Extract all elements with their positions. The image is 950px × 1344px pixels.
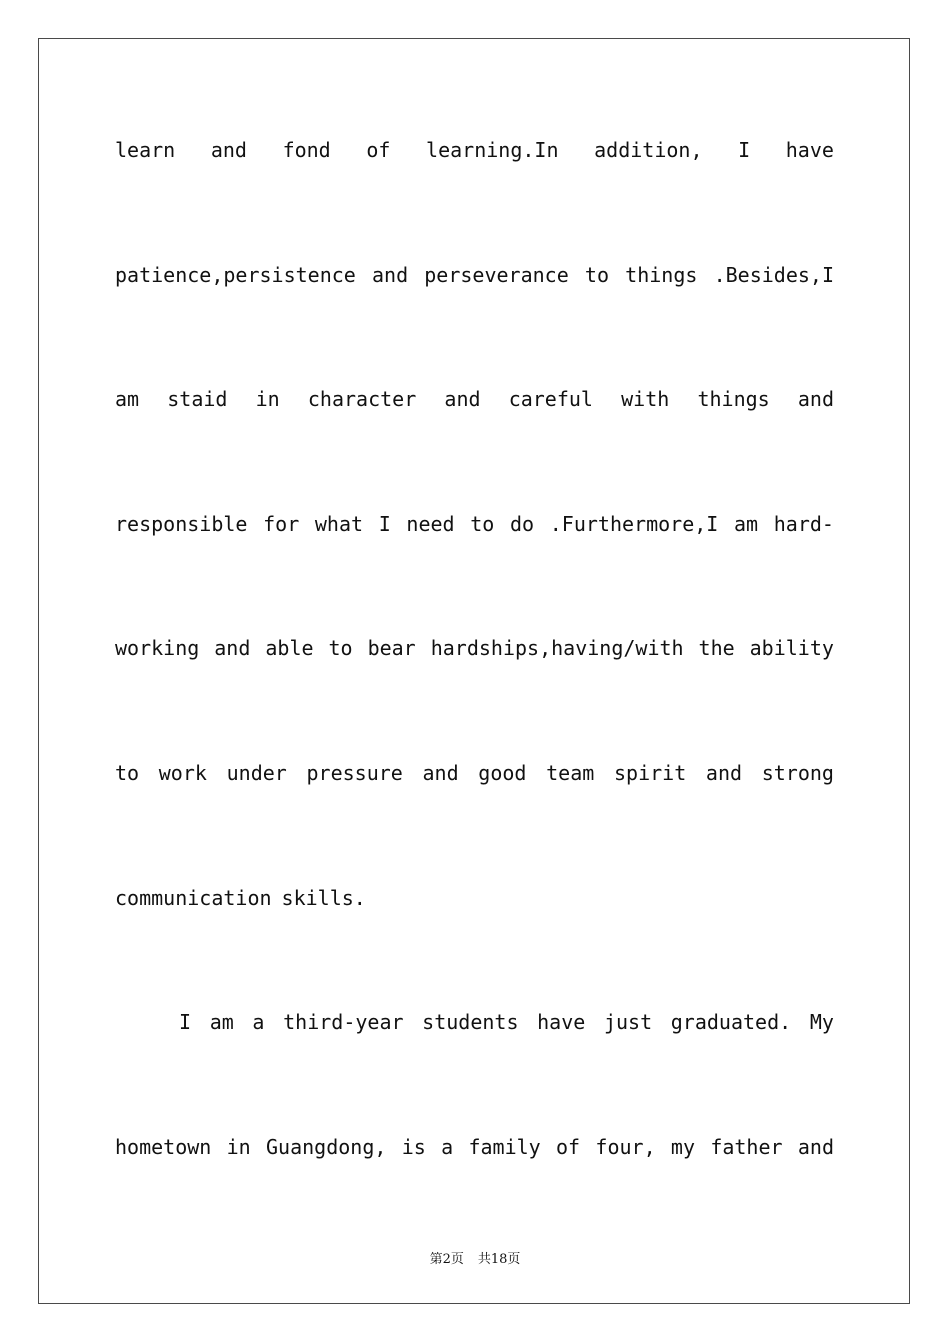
word: father — [710, 1134, 783, 1159]
word: staid — [167, 387, 228, 412]
word: a — [252, 1010, 265, 1035]
word: Guangdong, — [266, 1134, 387, 1159]
word: and — [705, 761, 743, 785]
word: and — [214, 636, 251, 661]
word: able — [265, 636, 314, 661]
word: careful — [508, 387, 593, 412]
word: the — [698, 636, 735, 661]
word: for — [263, 511, 300, 536]
word: strong — [761, 761, 834, 785]
word: just — [603, 1010, 653, 1035]
word: four, — [595, 1134, 656, 1159]
word: .Furthermore,I — [549, 511, 719, 536]
word: things — [625, 262, 698, 287]
word: pressure — [306, 761, 403, 785]
word: .Besides,I — [713, 262, 834, 287]
word: with — [621, 387, 670, 412]
word: spirit — [613, 761, 687, 785]
word: in — [255, 387, 280, 412]
word: addition, — [594, 138, 703, 162]
word: work — [158, 761, 207, 785]
page-footer — [0, 1248, 950, 1267]
word: is — [401, 1134, 426, 1159]
word: graduated. — [670, 1010, 792, 1035]
word: third-year — [283, 1010, 404, 1035]
word: hardships,having/with — [430, 636, 684, 661]
word: My — [809, 1010, 834, 1035]
word: a — [441, 1134, 454, 1159]
word: to — [115, 761, 140, 785]
word: working — [115, 636, 200, 661]
word: learn — [115, 138, 176, 162]
word: learning.In — [426, 138, 559, 162]
word: to — [584, 262, 610, 287]
word: perseverance — [424, 262, 569, 287]
word: I — [378, 511, 391, 536]
word: need — [406, 511, 455, 536]
text-line — [115, 138, 834, 162]
page-total: 共18页 — [477, 1252, 521, 1267]
word: good — [478, 761, 527, 785]
text-line — [115, 387, 834, 411]
word: have — [537, 1010, 586, 1035]
text-line — [115, 761, 834, 785]
word: family — [468, 1134, 541, 1159]
word: under — [226, 761, 287, 785]
word: patience,persistence — [115, 262, 356, 287]
word: communication — [115, 885, 272, 910]
word: of — [556, 1134, 581, 1159]
word: and — [210, 138, 247, 162]
word: hometown — [115, 1134, 212, 1159]
word: am — [115, 387, 140, 412]
word: what — [314, 511, 364, 536]
word: of — [366, 138, 391, 162]
word: am — [209, 1010, 234, 1035]
text-line — [115, 512, 834, 536]
word: ability — [749, 636, 834, 661]
word: to — [470, 511, 495, 536]
text-line — [115, 1135, 834, 1159]
word: am — [733, 511, 759, 536]
word: to — [328, 636, 353, 661]
text-line — [115, 636, 834, 660]
word: and — [444, 387, 481, 412]
word: I — [738, 138, 751, 162]
word: bear — [367, 636, 416, 661]
word: things — [697, 387, 770, 412]
text-line — [115, 263, 834, 287]
word: team — [546, 761, 595, 785]
word: responsible — [115, 511, 248, 536]
word: and — [797, 387, 834, 412]
word: in — [226, 1134, 251, 1159]
word: students — [422, 1010, 519, 1035]
text-line — [115, 886, 834, 910]
word: fond — [282, 138, 331, 162]
word: have — [785, 138, 834, 162]
word: do — [510, 511, 535, 536]
text-line — [115, 1010, 834, 1034]
page-number: 第2页 — [429, 1252, 464, 1267]
page-frame — [38, 38, 910, 1304]
word: skills. — [281, 885, 366, 910]
word: I — [179, 1010, 192, 1035]
word: and — [371, 262, 409, 287]
word: my — [670, 1134, 696, 1159]
word: hard- — [773, 511, 834, 536]
word: and — [422, 761, 459, 785]
word: and — [797, 1134, 834, 1159]
word: character — [307, 387, 417, 412]
